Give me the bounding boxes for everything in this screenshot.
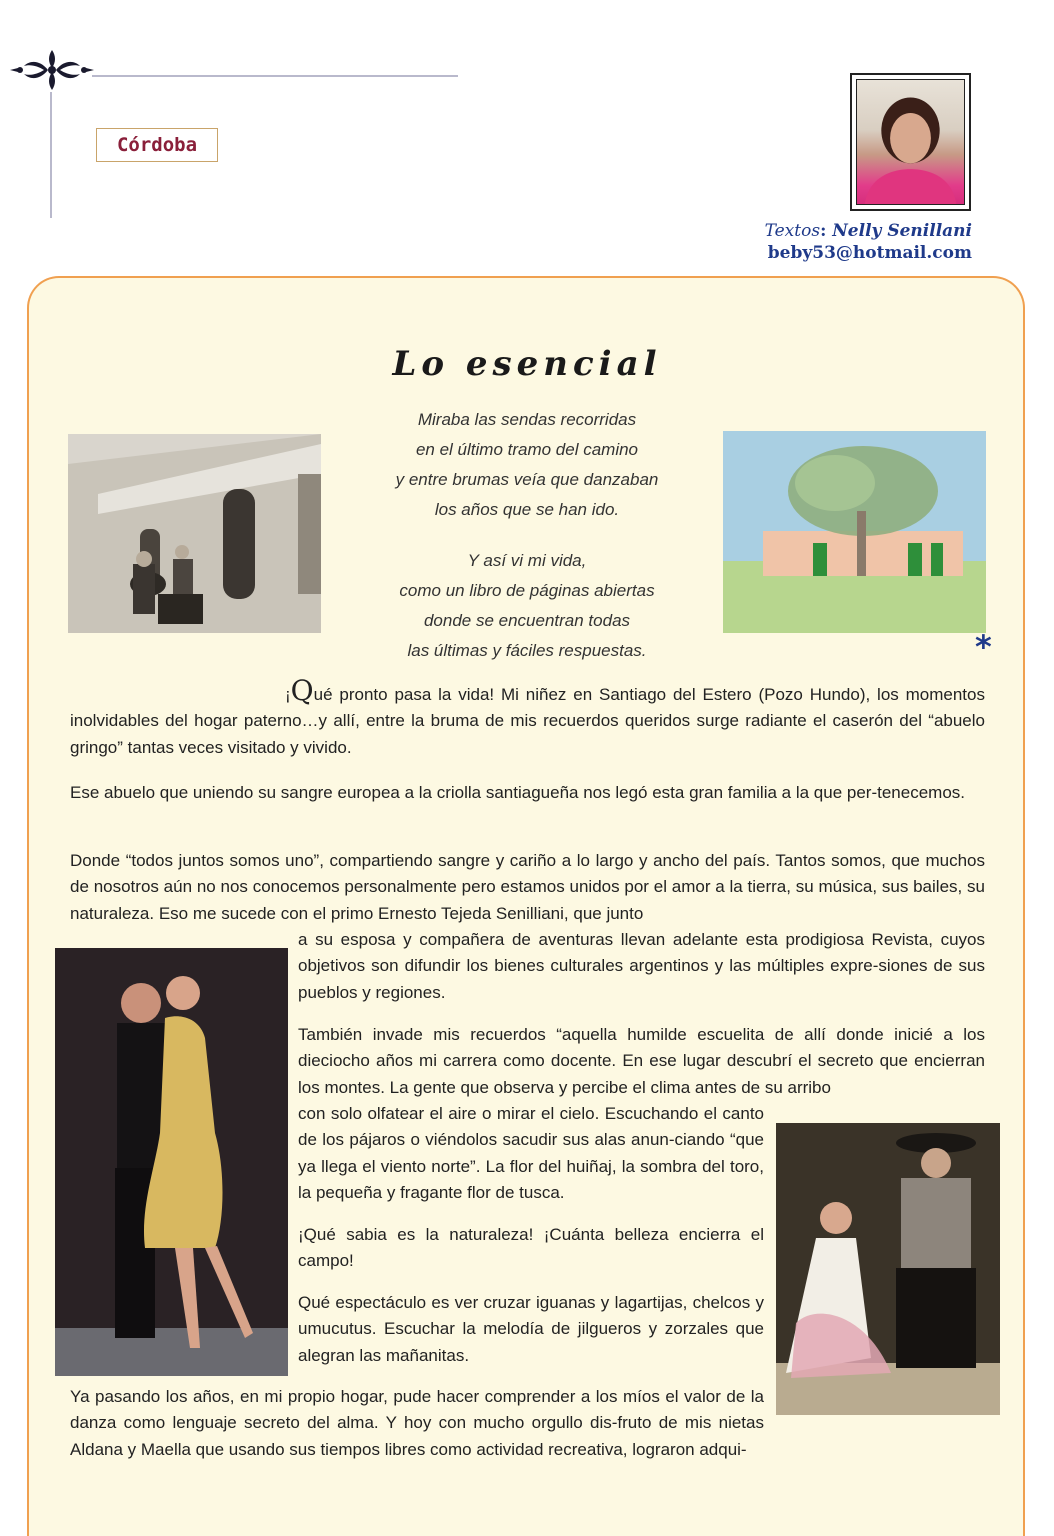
photo-footnote-mark: * xyxy=(975,628,992,666)
fleur-ornament-icon xyxy=(8,46,96,94)
credit-label: Textos xyxy=(764,221,821,241)
old-house-photo xyxy=(68,434,321,633)
tango-dancers-photo xyxy=(55,948,288,1376)
article-title: Lo esencial xyxy=(392,344,662,384)
author-photo xyxy=(850,73,971,211)
poem-line: y entre brumas veía que danzaban xyxy=(395,470,659,489)
poem-line: las últimas y fáciles respuestas. xyxy=(407,641,647,660)
poem-stanza-1 xyxy=(340,405,714,525)
tree-painting-photo xyxy=(723,431,986,633)
paragraph-3: Donde “todos juntos somos uno”, compartiendo sangre y cariño a lo largo y ancho del país. Tantos somos, que muchos de nosotros aún no nos conocemos personalmente pero estamos unidos por el amor a la tierra, su música, sus bailes, su naturaleza. Eso me sucede con el primo Ernesto Tejeda Senilliani, que junto xyxy=(70,851,985,923)
paragraph-6: Qué espectáculo es ver cruzar iguanas y lagartijas, chelcos y umucutus. Escuchar la melodía de jilgueros y zorzales que alegran las mañanitas. xyxy=(298,1293,764,1365)
folk-dancers-photo xyxy=(776,1123,1000,1415)
credits: Textos: Nelly Senillani beby53@hotmail.com xyxy=(764,221,972,263)
paragraph-1-text: ué pronto pasa la vida! Mi niñez en Santiago del Estero (Pozo Hundo), los momentos inolvidables del hogar paterno…y allí, entre la bruma de mis recuerdos queridos surge radiante el caserón del “abuelo gringo” tantas veces visitado y vivido. xyxy=(70,685,985,757)
poem-line: Miraba las sendas recorridas xyxy=(417,410,637,429)
header-rule-vertical xyxy=(50,92,52,218)
poem-line: donde se encuentran todas xyxy=(423,611,631,630)
drop-cap: Q xyxy=(290,674,314,707)
poem-line: los años que se han ido. xyxy=(434,500,620,519)
paragraph-4: También invade mis recuerdos “aquella humilde escuelita de allí donde inicié a los dieciocho años mi carrera como docente. En ese lugar descubrí el secreto que encierran los montes. La gente que observa y percibe el clima antes de su arribo xyxy=(298,1025,985,1097)
poem-line: en el último tramo del camino xyxy=(415,440,639,459)
header-rule-horizontal xyxy=(92,75,458,77)
paragraph-4-continued: con solo olfatear el aire o mirar el cielo. Escuchando el canto de los pájaros o viéndolos sacudir sus alas anun-ciando “que ya llega el viento norte”. La flor del huiñaj, la sombra del toro, la pequeña y fragante flor de tusca. xyxy=(298,1104,764,1202)
author-email: beby53@hotmail.com xyxy=(767,243,972,263)
paragraph-1 xyxy=(70,674,985,761)
author-name: Nelly Senillani xyxy=(832,221,972,241)
poem-line: Y así vi mi vida, xyxy=(467,551,587,570)
poem-stanza-2 xyxy=(340,546,714,666)
opening-exclamation: ¡ xyxy=(285,685,291,704)
paragraph-7: Ya pasando los años, en mi propio hogar, pude hacer comprender a los míos el valor de la danza como lenguaje secreto del alma. Y hoy con mucho orgullo dis-fruto de mis nietas Aldana y Maella que usando sus tiempos libres como actividad recreativa, lograron adqui- xyxy=(70,1387,764,1459)
section-tag: Córdoba xyxy=(96,128,218,162)
paragraph-2: Ese abuelo que uniendo su sangre europea a la criolla santiagueña nos legó esta gran familia a la que per-tenecemos. xyxy=(70,783,965,802)
paragraph-5: ¡Qué sabia es la naturaleza! ¡Cuánta belleza encierra el campo! xyxy=(298,1225,764,1271)
paragraph-3-continued: a su esposa y compañera de aventuras llevan adelante esta prodigiosa Revista, cuyos objetivos son difundir los bienes culturales argentinos y las múltiples expre-siones de sus pueblos y regiones. xyxy=(298,930,985,1002)
poem-line: como un libro de páginas abiertas xyxy=(399,581,655,600)
